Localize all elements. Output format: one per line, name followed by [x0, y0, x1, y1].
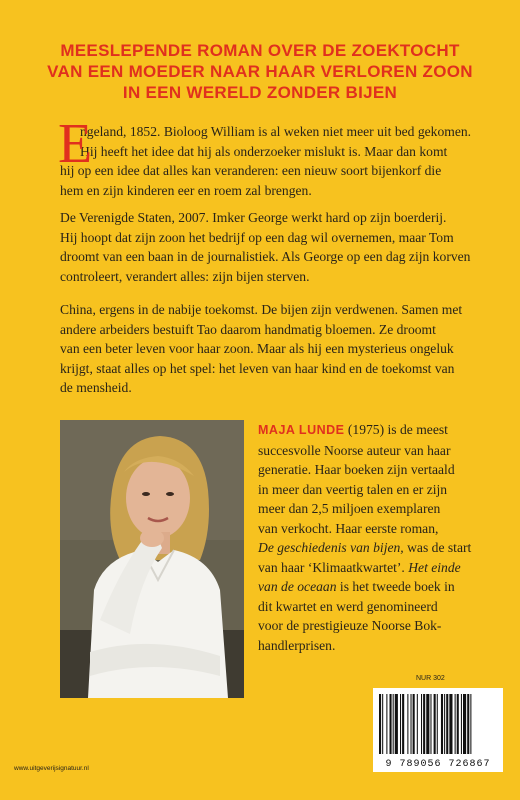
blurb-line: droomt van een baan in de journalistiek. Als George op een dag zijn korven	[60, 249, 471, 264]
book-title-italic: De geschiedenis van bijen,	[258, 540, 404, 555]
barcode-bar	[417, 694, 418, 754]
bio-text: is het tweede boek in	[336, 579, 455, 594]
bio-text: van haar ‘Klimaatkwartet’.	[258, 559, 409, 575]
barcode-bar	[393, 694, 394, 754]
bio-line: van verkocht. Haar eerste roman,	[258, 520, 439, 536]
blurb-line: hij op een idee dat alles kan veranderen: een nieuw soort bijenkorf die	[60, 163, 442, 178]
blurb-paragraph-usa	[60, 208, 498, 286]
barcode-bar	[423, 694, 425, 754]
bio-text: (1975) is de meest	[344, 422, 448, 437]
barcode-bar	[390, 694, 392, 754]
headline-line-1: MEESLEPENDE ROMAN OVER DE ZOEKTOCHT	[60, 41, 460, 60]
barcode-bar	[426, 694, 429, 754]
blurb-line: de mensheid.	[60, 380, 132, 395]
bio-line: meer dan 2,5 miljoen exemplaren	[258, 501, 441, 516]
blurb-line: controleert, verandert alles: zijn bijen sterven.	[60, 268, 310, 284]
bio-line: dit kwartet en werd genomineerd	[258, 598, 438, 614]
isbn-barcode	[373, 688, 503, 772]
barcode-bar	[446, 694, 448, 754]
barcode-bar	[437, 694, 438, 754]
blurb-paragraph-england	[58, 113, 498, 200]
blurb-line: De Verenigde Staten, 2007. Imker George werkt hard op zijn boerderij.	[60, 210, 447, 225]
blurb-line: ngeland, 1852. Bioloog William is al weken niet meer uit bed gekomen.	[80, 124, 472, 139]
barcode-bar	[455, 694, 456, 754]
author-portrait-illustration	[60, 420, 244, 698]
bio-line: handlerprisen.	[258, 637, 336, 653]
blurb-line: Hij heeft het idee dat hij als onderzoeker mislukt is. Maar dan komt	[80, 143, 448, 159]
barcode-bar	[461, 694, 462, 754]
barcode-bar	[444, 694, 445, 754]
bio-text: was de start	[403, 540, 472, 555]
cover-headline	[0, 40, 520, 103]
barcode-bar	[463, 694, 466, 754]
barcode-bars	[373, 688, 503, 758]
book-title-italic: van de oceaan	[258, 579, 337, 594]
barcode-bar	[413, 694, 415, 754]
bio-line: succesvolle Noorse auteur van haar	[258, 442, 451, 458]
author-bio	[258, 420, 508, 655]
nur-code: NUR 302	[416, 675, 445, 682]
blurb-line: van een beter leven voor haar zoon. Maar als hij een mysterieus ongeluk	[60, 341, 454, 356]
barcode-bar	[402, 694, 404, 754]
blurb-line: krijgt, staat alles op het spel: het leven van haar kind en de toekomst van	[60, 360, 455, 376]
barcode-bar	[395, 694, 398, 754]
barcode-bar	[386, 694, 387, 754]
barcode-bar	[400, 694, 401, 754]
blurb-line: andere arbeiders bestuift Tao daarom handmatig bloemen. Ze droomt	[60, 321, 436, 337]
isbn-number: 9 789056 726867	[385, 759, 491, 770]
author-photo	[60, 420, 244, 698]
barcode-bar	[457, 694, 459, 754]
barcode-bar	[379, 694, 381, 754]
barcode-bar	[421, 694, 422, 754]
bio-line: in meer dan veertig talen en er zijn	[258, 481, 448, 497]
bio-line: generatie. Haar boeken zijn vertaald	[258, 462, 455, 477]
book-title-italic: Het einde	[408, 559, 461, 575]
publisher-website: www.uitgeverijsignatuur.nl	[14, 765, 89, 772]
barcode-bar	[382, 694, 383, 754]
blurb-line: hem en zijn kinderen eer en roem zal brengen.	[60, 182, 312, 198]
headline-line-2: VAN EEN MOEDER NAAR HAAR VERLOREN ZOON	[47, 62, 473, 81]
blurb-paragraph-china	[60, 300, 498, 398]
barcode-bar	[430, 694, 431, 754]
barcode-bar	[470, 694, 471, 754]
barcode-bar	[434, 694, 436, 754]
barcode-bar	[407, 694, 408, 754]
blurb-line: China, ergens in de nabije toekomst. De bijen zijn verdwenen. Samen met	[60, 302, 463, 317]
drop-cap: E	[58, 113, 93, 175]
blurb-line: Hij hoopt dat zijn zoon het bedrijf op een dag wil overnemen, maar Tom	[60, 229, 454, 245]
headline-line-3: IN EEN WERELD ZONDER BIJEN	[122, 83, 398, 102]
bio-line: voor de prestigieuze Noorse Bok-	[258, 618, 442, 633]
barcode-bar	[449, 694, 452, 754]
author-name: MAJA LUNDE	[258, 423, 345, 437]
barcode-bar	[411, 694, 412, 754]
barcode-bar	[441, 694, 443, 754]
barcode-bar	[467, 694, 469, 754]
